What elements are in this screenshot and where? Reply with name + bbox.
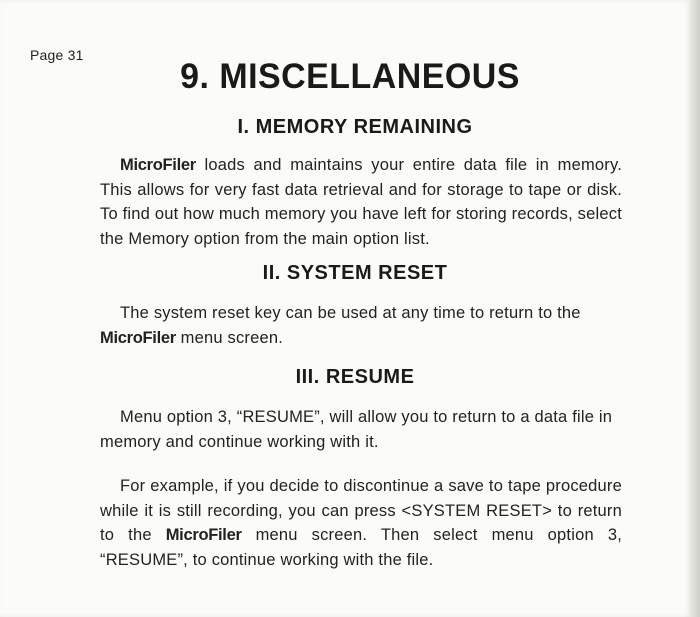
- paragraph-text: For example, if you decide to discontinue a save to tape procedure while it is still recording, you can press <SYSTEM RESET> to return to the: [100, 477, 622, 544]
- brand-name: MicroFiler: [120, 156, 196, 174]
- page-edge: [690, 0, 700, 617]
- section-heading-memory-remaining: I. MEMORY REMAINING: [237, 116, 473, 138]
- section-heading-system-reset: II. SYSTEM RESET: [262, 262, 448, 284]
- memory-remaining-paragraph: [100, 153, 622, 251]
- paragraph-text: menu screen.: [175, 328, 284, 347]
- paragraph-text: menu screen. Then select menu option 3, “RESUME”, to continue working with the file.: [100, 526, 622, 569]
- paragraph-text: Menu option 3, “RESUME”, will allow you to return to a data file in memory and continue working with it.: [100, 408, 613, 451]
- resume-paragraph: [100, 405, 622, 454]
- page-number: Page 31: [30, 47, 84, 63]
- brand-name: MicroFiler: [100, 328, 176, 347]
- resume-example-paragraph: [100, 474, 622, 572]
- brand-name: MicroFiler: [165, 526, 242, 544]
- paragraph-text: The system reset key can be used at any time to return to the: [120, 304, 581, 322]
- system-reset-paragraph: [100, 301, 622, 350]
- chapter-title: 9. MISCELLANEOUS: [180, 57, 520, 96]
- section-heading-resume: III. RESUME: [295, 366, 415, 388]
- paragraph-text: loads and maintains your entire data file in memory. This allows for very fast data retrieval and for storage to tape or disk. To find out how much memory you have left for storing records, select the Memory option from the main option list.: [100, 156, 622, 248]
